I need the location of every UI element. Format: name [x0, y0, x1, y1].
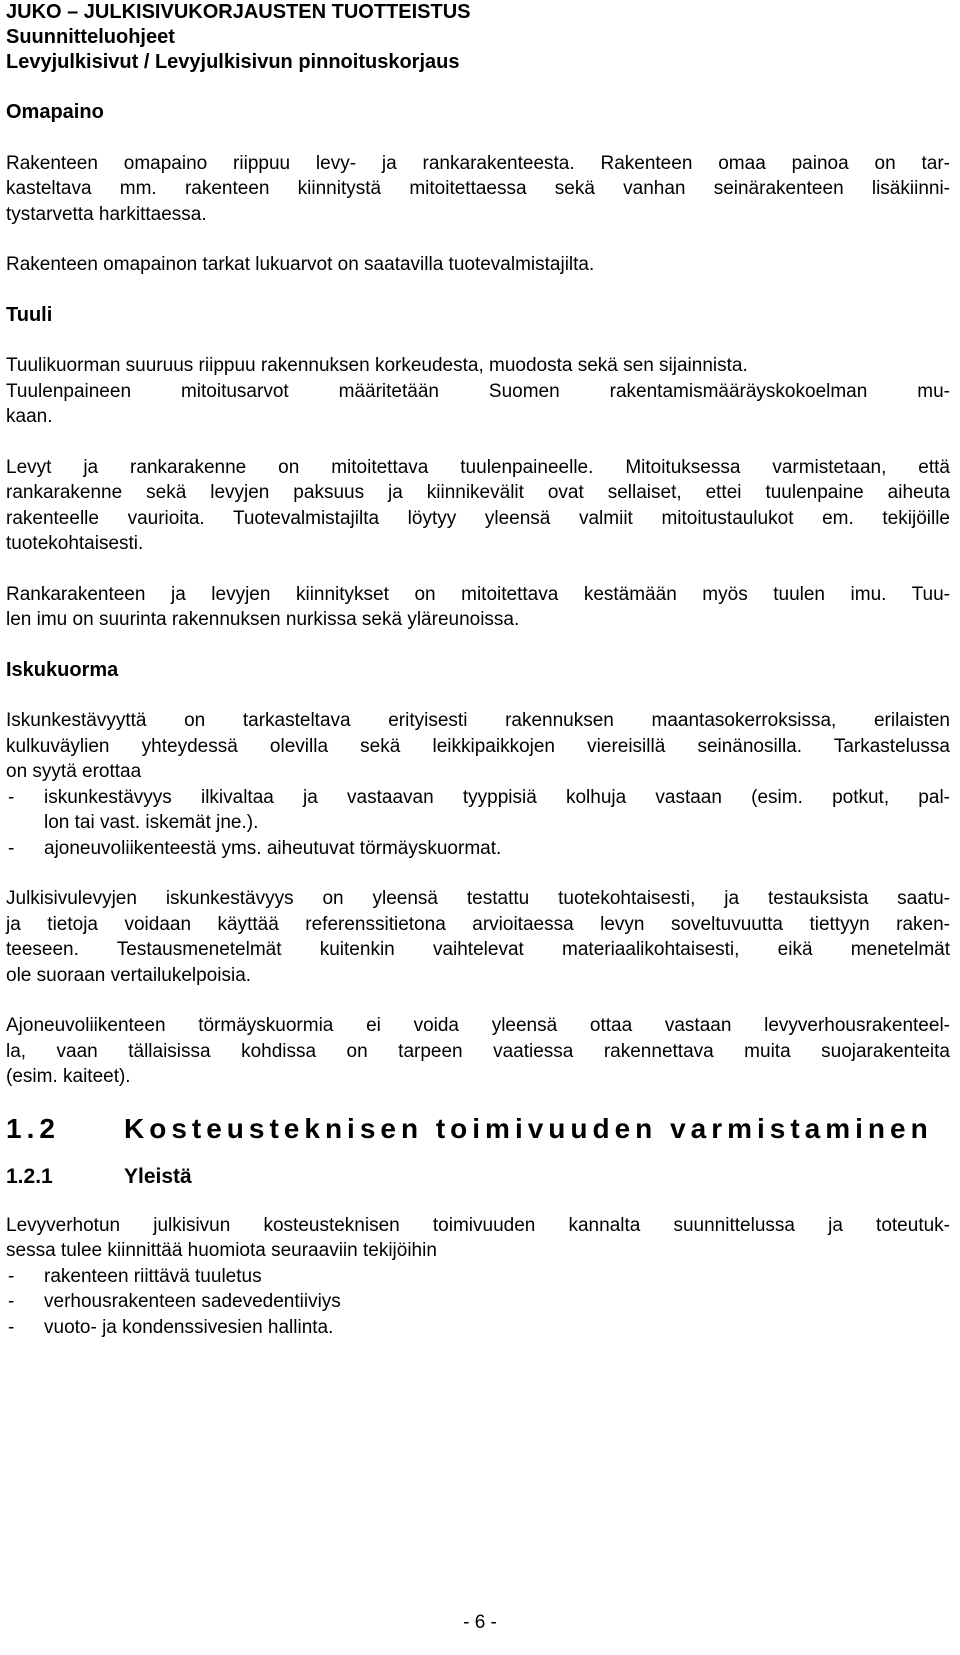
text-line: iskunkestävyys ilkivaltaa ja vastaavan tyyppisiä kolhuja vastaan (esim. potkut, pal- — [44, 786, 950, 808]
list-item-text — [44, 785, 950, 836]
text-line: rakenteelle vaurioita. Tuotevalmistajilta löytyy yleensä valmiit mitoitustaulukot em. tekijöille — [6, 507, 950, 529]
paragraph-yleista-1 — [6, 1213, 950, 1264]
text-line: tuotekohtaisesti. — [6, 533, 144, 554]
list-bullet: - — [8, 837, 15, 859]
impact-load-list — [6, 785, 950, 862]
text-line: sessa tulee kiinnittää huomiota seuraaviin tekijöihin — [6, 1240, 437, 1261]
moisture-factors-list — [6, 1264, 950, 1341]
text-line: lon tai vast. iskemät jne.). — [44, 812, 259, 833]
paragraph-omapaino-2: Rakenteen omapainon tarkat lukuarvot on saatavilla tuotevalmistajilta. — [6, 254, 595, 275]
text-line: teeseen. Testausmenetelmät kuitenkin vaihtelevat materiaalikohtaisesti, eikä menetelmät — [6, 939, 950, 960]
text-line: Tuulenpaineen mitoitusarvot määritetään Suomen rakentamismääräyskokoelman mu- — [6, 380, 950, 402]
document-header — [6, 0, 950, 75]
list-item — [6, 1264, 950, 1290]
text-line: ja tietoja voidaan käyttää referenssitietona arvioitaessa levyn soveltuvuutta tiettyyn raken- — [6, 913, 950, 935]
list-bullet: - — [8, 1291, 15, 1312]
list-item — [6, 785, 950, 836]
page-number: - 6 - — [463, 1612, 497, 1633]
section-title: Kosteusteknisen toimivuuden varmistaminen — [124, 1112, 933, 1144]
text-line: Rankarakenteen ja levyjen kiinnitykset on mitoitettava kestämään myös tuulen imu. Tuu- — [6, 583, 950, 605]
section-heading — [6, 1112, 950, 1146]
list-item-text: rakenteen riittävä tuuletus — [44, 1265, 262, 1287]
text-line: kaan. — [6, 406, 53, 427]
document-page — [6, 0, 950, 1340]
text-line: ole suoraan vertailukelpoisia. — [6, 964, 252, 986]
header-project-title: JUKO – JULKISIVUKORJAUSTEN TUOTTEISTUS — [6, 1, 471, 23]
list-bullet: - — [8, 786, 15, 808]
text-line: len imu on suurinta rakennuksen nurkissa sekä yläreunoissa. — [6, 609, 520, 630]
subsection-title: Yleistä — [124, 1164, 192, 1188]
text-line: kasteltava mm. rakenteen kiinnitystä mitoitettaessa sekä vanhan seinärakenteen lisäkiinni- — [6, 178, 950, 199]
heading-tuuli: Tuuli — [6, 303, 53, 326]
heading-iskukuorma: Iskukuorma — [6, 658, 119, 681]
section-number: 1.2 — [6, 1112, 60, 1144]
list-bullet: - — [8, 1316, 15, 1338]
text-line: ajoneuvoliikenteestä yms. aiheutuvat törmäyskuormat. — [44, 837, 502, 859]
list-item — [6, 1315, 950, 1341]
paragraph-tuuli-1 — [6, 353, 950, 430]
text-line: on syytä erottaa — [6, 761, 142, 782]
paragraph-iskukuorma-3 — [6, 1013, 950, 1090]
heading-omapaino: Omapaino — [6, 101, 104, 123]
paragraph-tuuli-2 — [6, 455, 950, 557]
text-line: Iskunkestävyyttä on tarkasteltava erityisesti rakennuksen maantasokerroksissa, erilaisten — [6, 710, 950, 731]
text-line: Rakenteen omapaino riippuu levy- ja rankarakenteesta. Rakenteen omaa painoa on tar- — [6, 152, 950, 174]
paragraph-iskukuorma-2 — [6, 886, 950, 988]
paragraph-iskukuorma-1 — [6, 708, 950, 785]
list-bullet: - — [8, 1265, 15, 1287]
paragraph-omapaino-1 — [6, 151, 950, 228]
header-topic: Levyjulkisivut / Levyjulkisivun pinnoituskorjaus — [6, 51, 460, 73]
text-line: Tuulikuorman suuruus riippuu rakennuksen korkeudesta, muodosta sekä sen sijainnista. — [6, 355, 748, 376]
header-doc-type: Suunnitteluohjeet — [6, 26, 175, 48]
subsection-number: 1.2.1 — [6, 1164, 53, 1188]
subsection-heading — [6, 1163, 950, 1191]
text-line: Julkisivulevyjen iskunkestävyys on yleensä testattu tuotekohtaisesti, ja testauksista saatu- — [6, 888, 950, 909]
text-line: kulkuväylien yhteydessä olevilla sekä leikkipaikkojen viereisillä seinänosilla. Tarkastelussa — [6, 735, 950, 757]
text-line: Levyverhotun julkisivun kosteusteknisen toimivuuden kannalta suunnittelussa ja toteutuk- — [6, 1214, 950, 1236]
list-item-text — [44, 836, 950, 862]
text-line: Ajoneuvoliikenteen törmäyskuormia ei voida yleensä ottaa vastaan levyverhousrakenteel- — [6, 1015, 950, 1036]
text-line: Levyt ja rankarakenne on mitoitettava tuulenpaineelle. Mitoituksessa varmistetaan, että — [6, 456, 950, 478]
paragraph-tuuli-3 — [6, 582, 950, 633]
text-line: la, vaan tällaisissa kohdissa on tarpeen vaatiessa rakennettava muita suojarakenteita — [6, 1040, 950, 1062]
list-item-text: vuoto- ja kondenssivesien hallinta. — [44, 1316, 334, 1338]
list-item-text: verhousrakenteen sadevedentiiviys — [44, 1291, 341, 1312]
list-item — [6, 836, 950, 862]
list-item — [6, 1289, 950, 1315]
text-line: (esim. kaiteet). — [6, 1066, 131, 1087]
text-line: rankarakenne sekä levyjen paksuus ja kiinnikevälit ovat sellaiset, ettei tuulenpaine aiheuta — [6, 482, 950, 503]
text-line: tystarvetta harkittaessa. — [6, 203, 207, 225]
